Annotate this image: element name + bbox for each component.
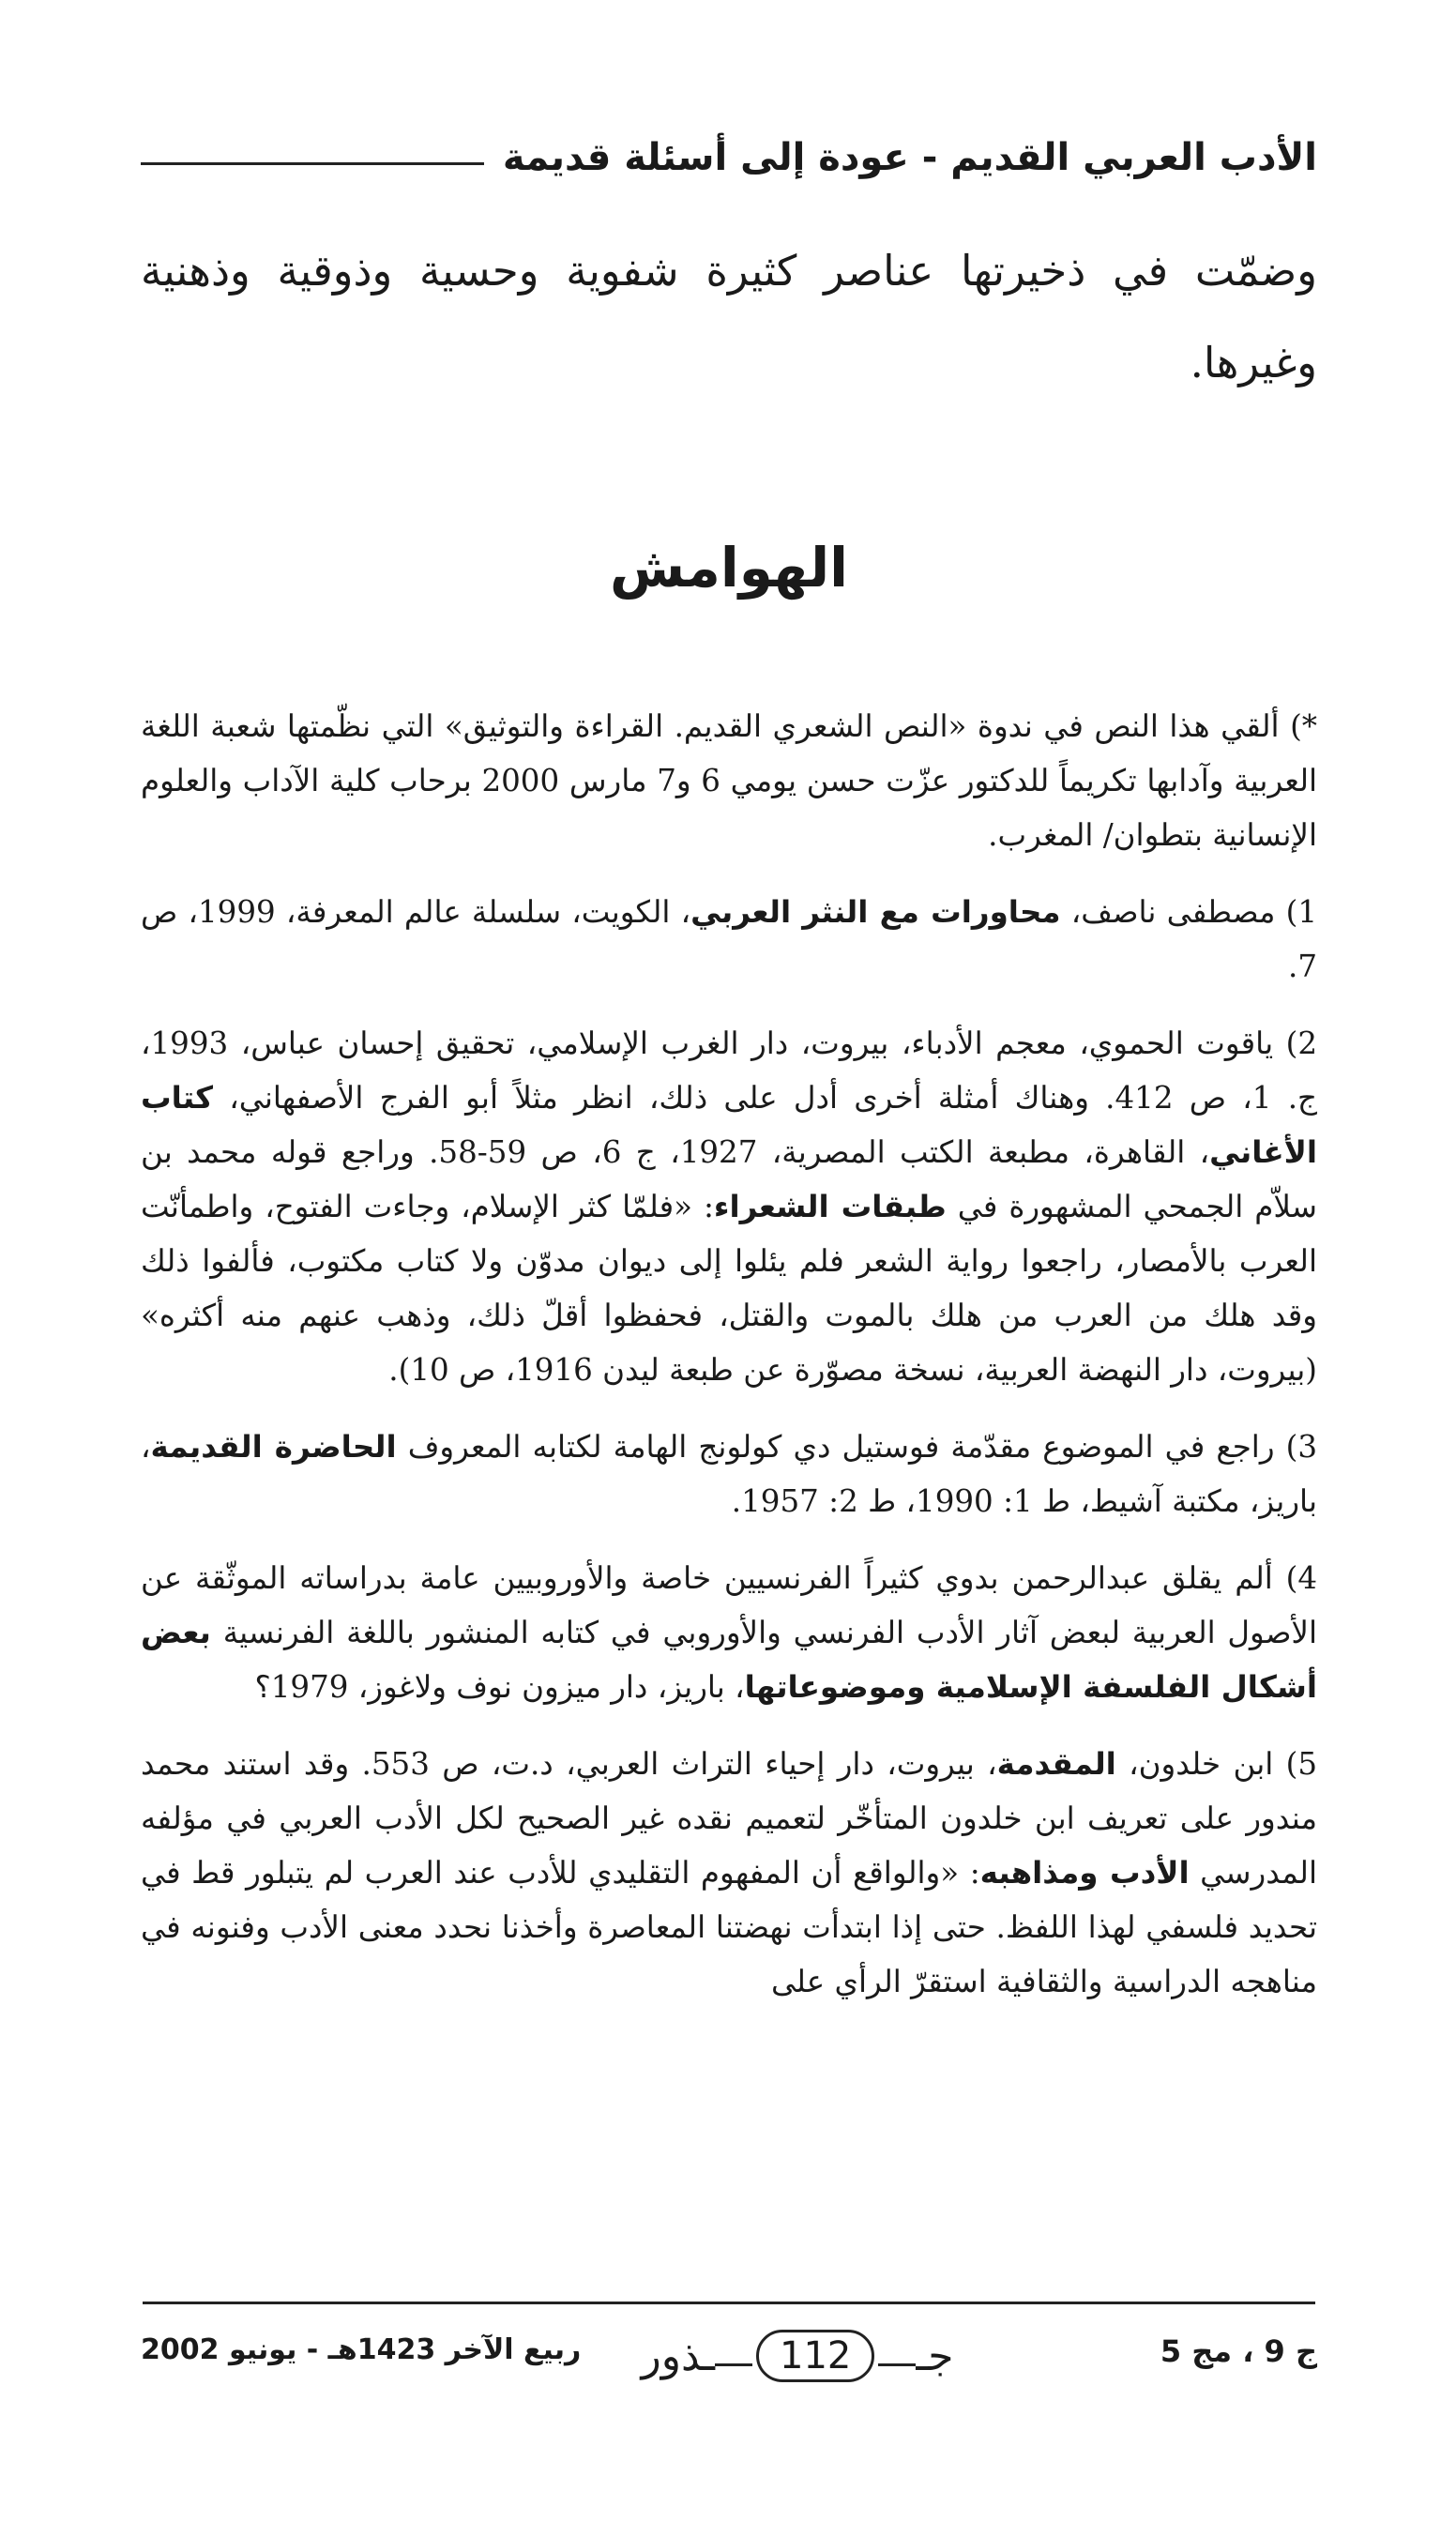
intro-paragraph: وضمّت في ذخيرتها عناصر كثيرة شفوية وحسية وذوقية وذهنية وغيرها. (141, 246, 1317, 387)
header-title: الأدب العربي القديم - عودة إلى أسئلة قديمة (502, 136, 1317, 179)
footnote-text: 4) ألم يقلق عبدالرحمن بدوي كثيراً الفرنسيين خاصة والأوروبيين عامة بدراساته الموثّقة عن الأصول العربية لبعض آثار الأدب الفرنسي والأوروبي في كتابه المنشور باللغة الفرنسية (141, 1560, 1317, 1650)
footnotes-list (141, 699, 1317, 2031)
journal-brand (633, 2318, 962, 2393)
footnote-2 (141, 1016, 1317, 1397)
footer-rule (143, 2302, 1315, 2304)
issue-number: ج 9 ، مج 5 (1160, 2333, 1317, 2369)
footnote-text: 5) ابن خلدون، (1115, 1746, 1317, 1782)
book-title: الأدب ومذاهبه (979, 1855, 1190, 1891)
book-title: الحاضرة القديمة (150, 1429, 397, 1465)
running-header (141, 120, 1317, 195)
header-rule (141, 162, 484, 165)
footnote-text: ، الكويت، سلسلة عالم المعرفة، 1999، ص 7. (141, 894, 1317, 984)
brand-line (878, 2363, 916, 2366)
book-title: محاورات مع النثر العربي (690, 894, 1061, 930)
footnote-text: 3) راجع في الموضوع مقدّمة فوستيل دي كولونج الهامة لكتابه المعروف (396, 1429, 1317, 1465)
footnote-text: ، القاهرة، مطبعة الكتب المصرية، 1927، ج 6، ص 59-58. وراجع قوله محمد بن سلاّم الجمحي المشهورة في (141, 1134, 1317, 1224)
section-title: الهوامش (609, 536, 849, 600)
page-number: 112 (756, 2330, 874, 2382)
brand-start: جـ (916, 2332, 954, 2380)
footnote-4 (141, 1551, 1317, 1714)
footnote-3 (141, 1420, 1317, 1528)
brand-line (715, 2363, 752, 2366)
footnote-text: 1) مصطفى ناصف، (1060, 894, 1317, 930)
footnote-1 (141, 885, 1317, 994)
footnote-text: 2) ياقوت الحموي، معجم الأدباء، بيروت، دار الغرب الإسلامي، تحقيق إحسان عباس، 1993، ج. 1، ص 412. وهناك أمثلة أخرى أدل على ذلك، انظر مثلاً أبو الفرج الأصفهاني، (141, 1026, 1318, 1116)
footnote-text: ، باريز، مكتبة آشيط، ط 1: 1990، ط 2: 1957. (141, 1429, 1317, 1519)
book-title: المقدمة (996, 1746, 1116, 1782)
brand-end: ـذور (641, 2332, 716, 2380)
footnote-star (141, 699, 1317, 862)
issue-date: ربيع الآخر 1423هـ - يونيو 2002 (141, 2333, 582, 2366)
footnote-5 (141, 1737, 1317, 2009)
book-title: بعض أشكال الفلسفة الإسلامية وموضوعاتها (141, 1615, 1317, 1705)
book-title: طبقات الشعراء (713, 1189, 947, 1224)
footnote-text: ، باريز، دار ميزون نوف ولاغوز، 1979؟ (254, 1669, 745, 1705)
footnote-text: *) ألقي هذا النص في ندوة «النص الشعري القديم. القراءة والتوثيق» التي نظّمتها شعبة اللغة العربية وآدابها تكريماً للدكتور عزّت حسن يومي 6 و7 مارس 2000 برحاب كلية الآداب والعلوم الإنسانية بتطوان/ المغرب. (141, 708, 1318, 853)
page-footer (141, 2313, 1317, 2407)
book-title: كتاب الأغاني (141, 1080, 1317, 1170)
footnote-text: : «والواقع أن المفهوم التقليدي للأدب عند العرب لم يتبلور قط في تحديد فلسفي لهذا اللفظ. حتى إذا ابتدأت نهضتنا المعاصرة وأخذنا نحدد معنى الأدب وفنونه في مناهجه الدراسية والثقافية استقرّ الرأي على (141, 1855, 1317, 1999)
footnote-text: : «فلمّا كثر الإسلام، وجاءت الفتوح، واطمأنّت العرب بالأمصار، راجعوا رواية الشعر فلم يئلوا إلى ديوان مدوّن ولا كتاب مكتوب، فألفوا ذلك وقد هلك من العرب من هلك بالموت والقتل، فحفظوا أقلّ ذلك، وذهب عنهم منه أكثره» (بيروت، دار النهضة العربية، نسخة مصوّرة عن طبعة ليدن 1916، ص 10). (141, 1189, 1317, 1388)
footnote-text: ، بيروت، دار إحياء التراث العربي، د.ت، ص 553. وقد استند محمد مندور على تعريف ابن خلدون المتأخّر لتعميم نقده غير الصحيح لكل الأدب العربي في مؤلفه المدرسي (141, 1746, 1317, 1891)
